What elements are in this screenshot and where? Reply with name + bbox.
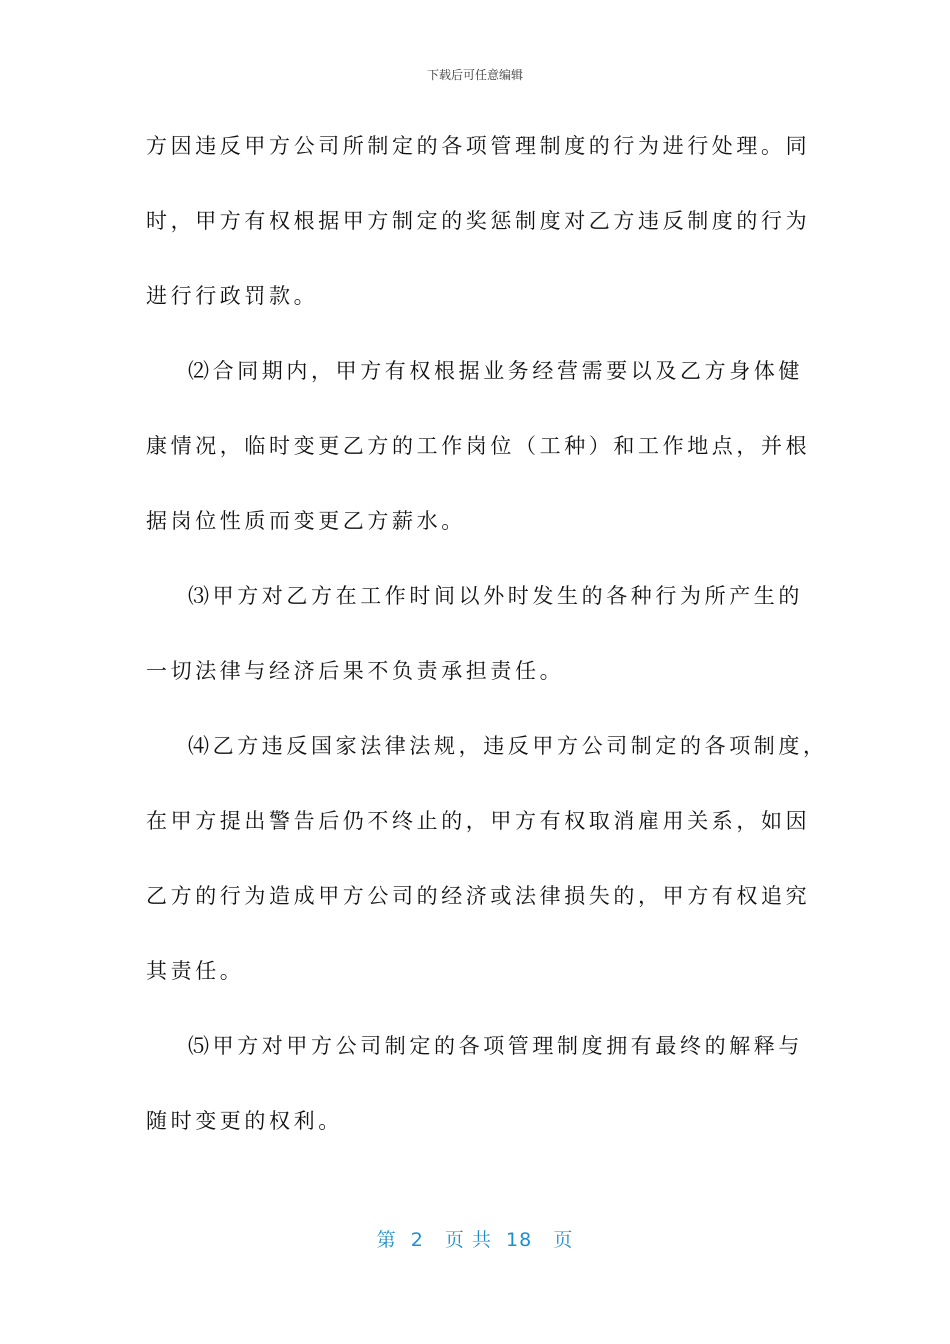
- clause-4-start: ⑷乙方违反国家法律法规，违反甲方公司制定的各项制度，: [188, 734, 828, 758]
- text-line: 一切法律与经济后果不负责承担责任。: [146, 659, 565, 683]
- text-line: 据岗位性质而变更乙方薪水。: [146, 509, 466, 533]
- clause-5-start: ⑸甲方对甲方公司制定的各项管理制度拥有最终的解释与: [188, 1034, 803, 1058]
- text-line: 其责任。: [146, 959, 245, 983]
- text-line: 方因违反甲方公司所制定的各项管理制度的行为进行处理。同: [146, 134, 811, 158]
- clause-3-start: ⑶甲方对乙方在工作时间以外时发生的各种行为所产生的: [188, 584, 803, 608]
- text-line: 乙方的行为造成甲方公司的经济或法律损失的，甲方有权追究: [146, 884, 811, 908]
- page-number-footer: 第 2 页 共 18 页: [376, 1229, 574, 1251]
- text-line: 在甲方提出警告后仍不终止的，甲方有权取消雇用关系，如因: [146, 809, 811, 833]
- clause-2-start: ⑵合同期内，甲方有权根据业务经营需要以及乙方身体健: [188, 359, 803, 383]
- text-line: 康情况，临时变更乙方的工作岗位（工种）和工作地点，并根: [146, 434, 811, 458]
- page-header: 下载后可任意编辑: [426, 68, 523, 82]
- text-line: 随时变更的权利。: [146, 1109, 343, 1133]
- text-line: 时，甲方有权根据甲方制定的奖惩制度对乙方违反制度的行为: [146, 209, 811, 233]
- text-line: 进行行政罚款。: [146, 284, 319, 308]
- document-body: [146, 130, 828, 1180]
